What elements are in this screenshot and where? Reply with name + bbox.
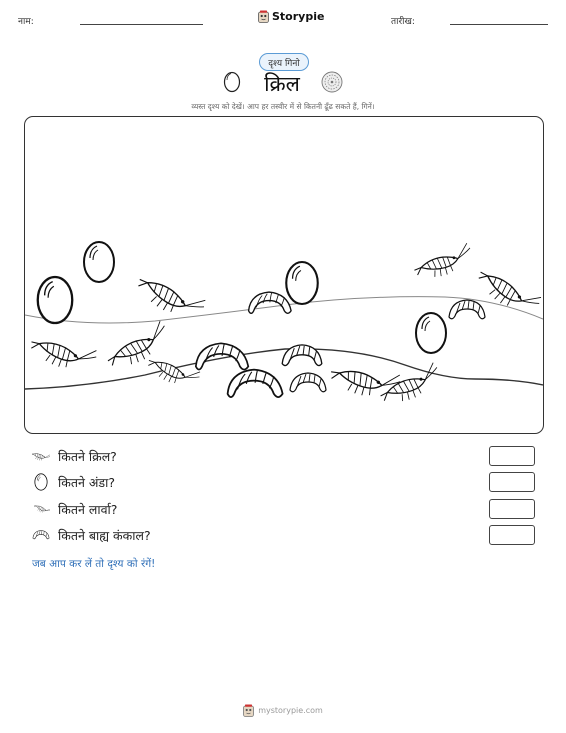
question-text: कितने लार्वा? bbox=[58, 501, 118, 517]
question-row-krill bbox=[32, 445, 117, 467]
question-row-larva bbox=[32, 498, 117, 520]
exoskeleton bbox=[290, 373, 326, 392]
exoskeleton-icon bbox=[32, 526, 50, 544]
krill-swarm-title-icon bbox=[321, 71, 343, 98]
name-line[interactable] bbox=[80, 24, 203, 25]
krill bbox=[144, 350, 201, 393]
larva bbox=[196, 343, 249, 369]
question-text: कितने बाह्य कंकाल? bbox=[58, 527, 151, 543]
egg-icon bbox=[32, 473, 50, 491]
page-title-row bbox=[0, 70, 566, 98]
krill bbox=[327, 358, 402, 404]
krill-icon bbox=[32, 447, 50, 465]
answer-box-krill[interactable] bbox=[489, 446, 535, 466]
egg-title-icon bbox=[223, 71, 241, 98]
answer-box-larva[interactable] bbox=[489, 499, 535, 519]
brand-logo bbox=[258, 10, 324, 23]
egg bbox=[84, 242, 114, 282]
krill bbox=[411, 243, 475, 283]
exoskeleton bbox=[449, 300, 485, 319]
question-text: कितने अंडा? bbox=[58, 474, 115, 490]
page-title: क्रिल bbox=[264, 72, 300, 96]
instruction-text: व्यस्त दृश्य को देखें। आप हर तस्वीर में से कितनी ढूँढ सकते हैं, गिनें। bbox=[191, 102, 375, 111]
tag-pill: दृश्य गिनो bbox=[259, 53, 309, 71]
question-row-egg bbox=[32, 471, 115, 493]
storypie-logo-icon bbox=[258, 10, 269, 23]
krill-scene bbox=[25, 117, 543, 433]
footer-url[interactable]: mystorypie.com bbox=[258, 706, 323, 715]
larva-icon bbox=[32, 500, 50, 518]
question-row-exoskeleton bbox=[32, 524, 151, 546]
answer-box-exoskeleton[interactable] bbox=[489, 525, 535, 545]
date-line[interactable] bbox=[450, 24, 548, 25]
egg bbox=[416, 313, 446, 353]
name-label: नाम: bbox=[18, 17, 34, 27]
date-label: तारीख: bbox=[391, 17, 415, 27]
scene-frame bbox=[24, 116, 544, 434]
storypie-footer-icon bbox=[243, 704, 254, 717]
exoskeleton bbox=[282, 345, 322, 366]
color-instruction: जब आप कर लें तो दृश्य को रंगें! bbox=[32, 558, 156, 570]
footer bbox=[0, 704, 566, 717]
larva bbox=[228, 370, 283, 398]
larva bbox=[249, 292, 292, 313]
question-text: कितने क्रिल? bbox=[58, 448, 117, 464]
krill bbox=[132, 267, 207, 327]
answer-box-egg[interactable] bbox=[489, 472, 535, 492]
egg bbox=[38, 277, 73, 323]
brand-name: Storypie bbox=[272, 10, 325, 23]
egg bbox=[286, 262, 318, 304]
krill bbox=[27, 329, 99, 378]
